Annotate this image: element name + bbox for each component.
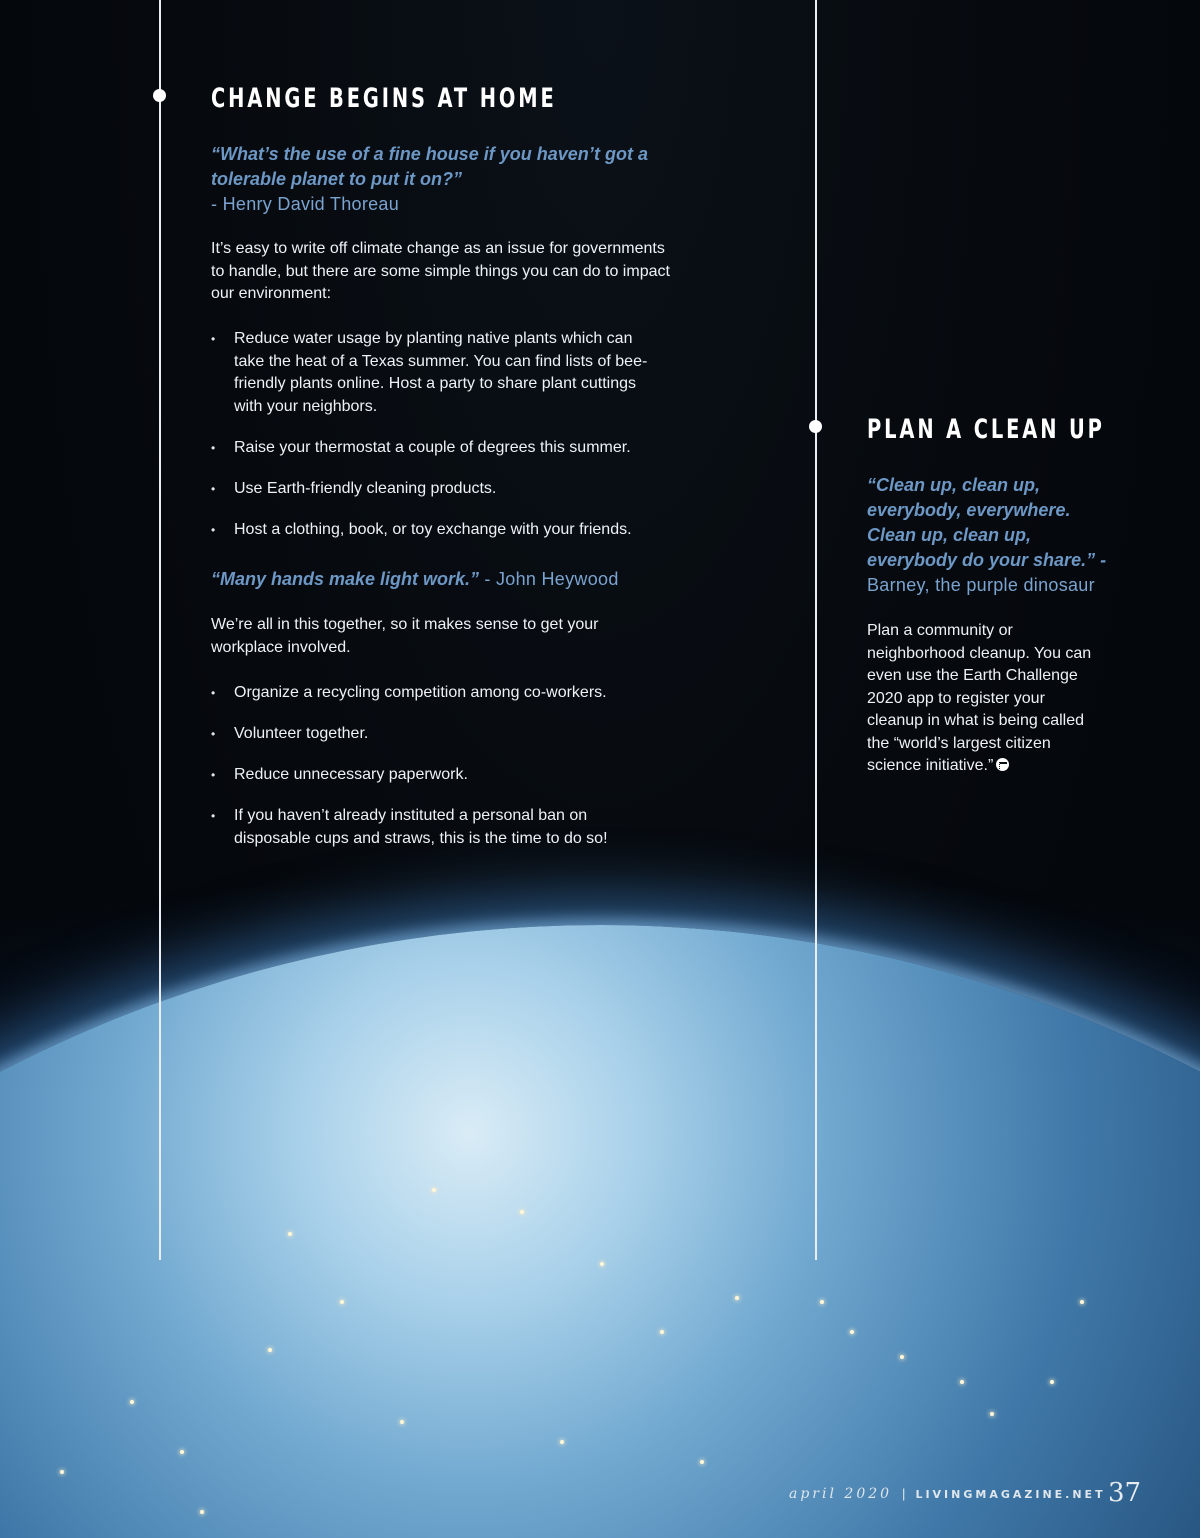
page-footer bbox=[789, 1485, 1106, 1503]
barney-quote bbox=[867, 473, 1167, 598]
thoreau-quote bbox=[211, 142, 671, 217]
list-item: • Reduce water usage by planting native plants which can take the heat of a Texas summer. You can find lists of bee-friendly plants online. Host a party to share plant cuttings with your neighbors. bbox=[211, 328, 656, 418]
intro-paragraph: It’s easy to write off climate change as an issue for governments to handle, but there are some simple things you can do to impact our environment: bbox=[211, 240, 670, 302]
footer-date: april 2020 bbox=[789, 1486, 893, 1502]
list-item: • Organize a recycling competition among co-workers. bbox=[211, 682, 641, 705]
thoreau-quote-line1: “What’s the use of a fine house if you haven’t got a bbox=[211, 144, 649, 164]
cleanup-text: Plan a community or neighborhood cleanup. You can even use the Earth Challenge 2020 app to register your cleanup in what is being called the “world’s largest citizen science initiative.” bbox=[867, 622, 1092, 774]
barney-quote-line3: Clean up, clean up, bbox=[867, 525, 1032, 545]
earth-illustration bbox=[0, 925, 1200, 1538]
work-tips-list bbox=[211, 682, 641, 869]
heading-plan-a-clean-up: PLAN A CLEAN UP bbox=[867, 414, 1105, 445]
cleanup-paragraph bbox=[867, 620, 1095, 778]
list-item: • Use Earth-friendly cleaning products. bbox=[211, 478, 656, 501]
list-item: • Host a clothing, book, or toy exchange with your friends. bbox=[211, 519, 656, 542]
heading-change-begins-at-home: CHANGE BEGINS AT HOME bbox=[211, 83, 557, 114]
footer-site-link[interactable]: LIVINGMAGAZINE.NET bbox=[915, 1488, 1106, 1501]
living-magazine-end-mark-icon bbox=[996, 758, 1009, 771]
list-item: • Raise your thermostat a couple of degrees this summer. bbox=[211, 437, 656, 460]
left-heading-dot bbox=[153, 89, 166, 102]
barney-quote-line2: everybody, everywhere. bbox=[867, 500, 1071, 520]
list-item: • Reduce unnecessary paperwork. bbox=[211, 764, 641, 787]
barney-attribution: Barney, the purple dinosaur bbox=[867, 575, 1095, 595]
right-heading-dot bbox=[809, 420, 822, 433]
list-item: • If you haven’t already instituted a personal ban on disposable cups and straws, this is the time to do so! bbox=[211, 805, 641, 850]
heywood-quote bbox=[211, 567, 671, 592]
barney-quote-line1: “Clean up, clean up, bbox=[867, 475, 1041, 495]
right-column-rule bbox=[815, 0, 817, 1260]
thoreau-quote-line2: tolerable planet to put it on?” bbox=[211, 169, 462, 189]
list-item: • Volunteer together. bbox=[211, 723, 641, 746]
footer-separator: | bbox=[902, 1486, 906, 1501]
left-column-rule bbox=[159, 0, 161, 1260]
work-intro-paragraph: We’re all in this together, so it makes sense to get your workplace involved. bbox=[211, 616, 599, 656]
page-number: 37 bbox=[1108, 1478, 1142, 1508]
heywood-quote-text: “Many hands make light work.” bbox=[211, 569, 480, 589]
heywood-attribution: - John Heywood bbox=[479, 569, 619, 589]
barney-quote-line4: everybody do your share.” - bbox=[867, 550, 1107, 570]
thoreau-attribution: - Henry David Thoreau bbox=[211, 194, 400, 214]
home-tips-list bbox=[211, 328, 656, 560]
